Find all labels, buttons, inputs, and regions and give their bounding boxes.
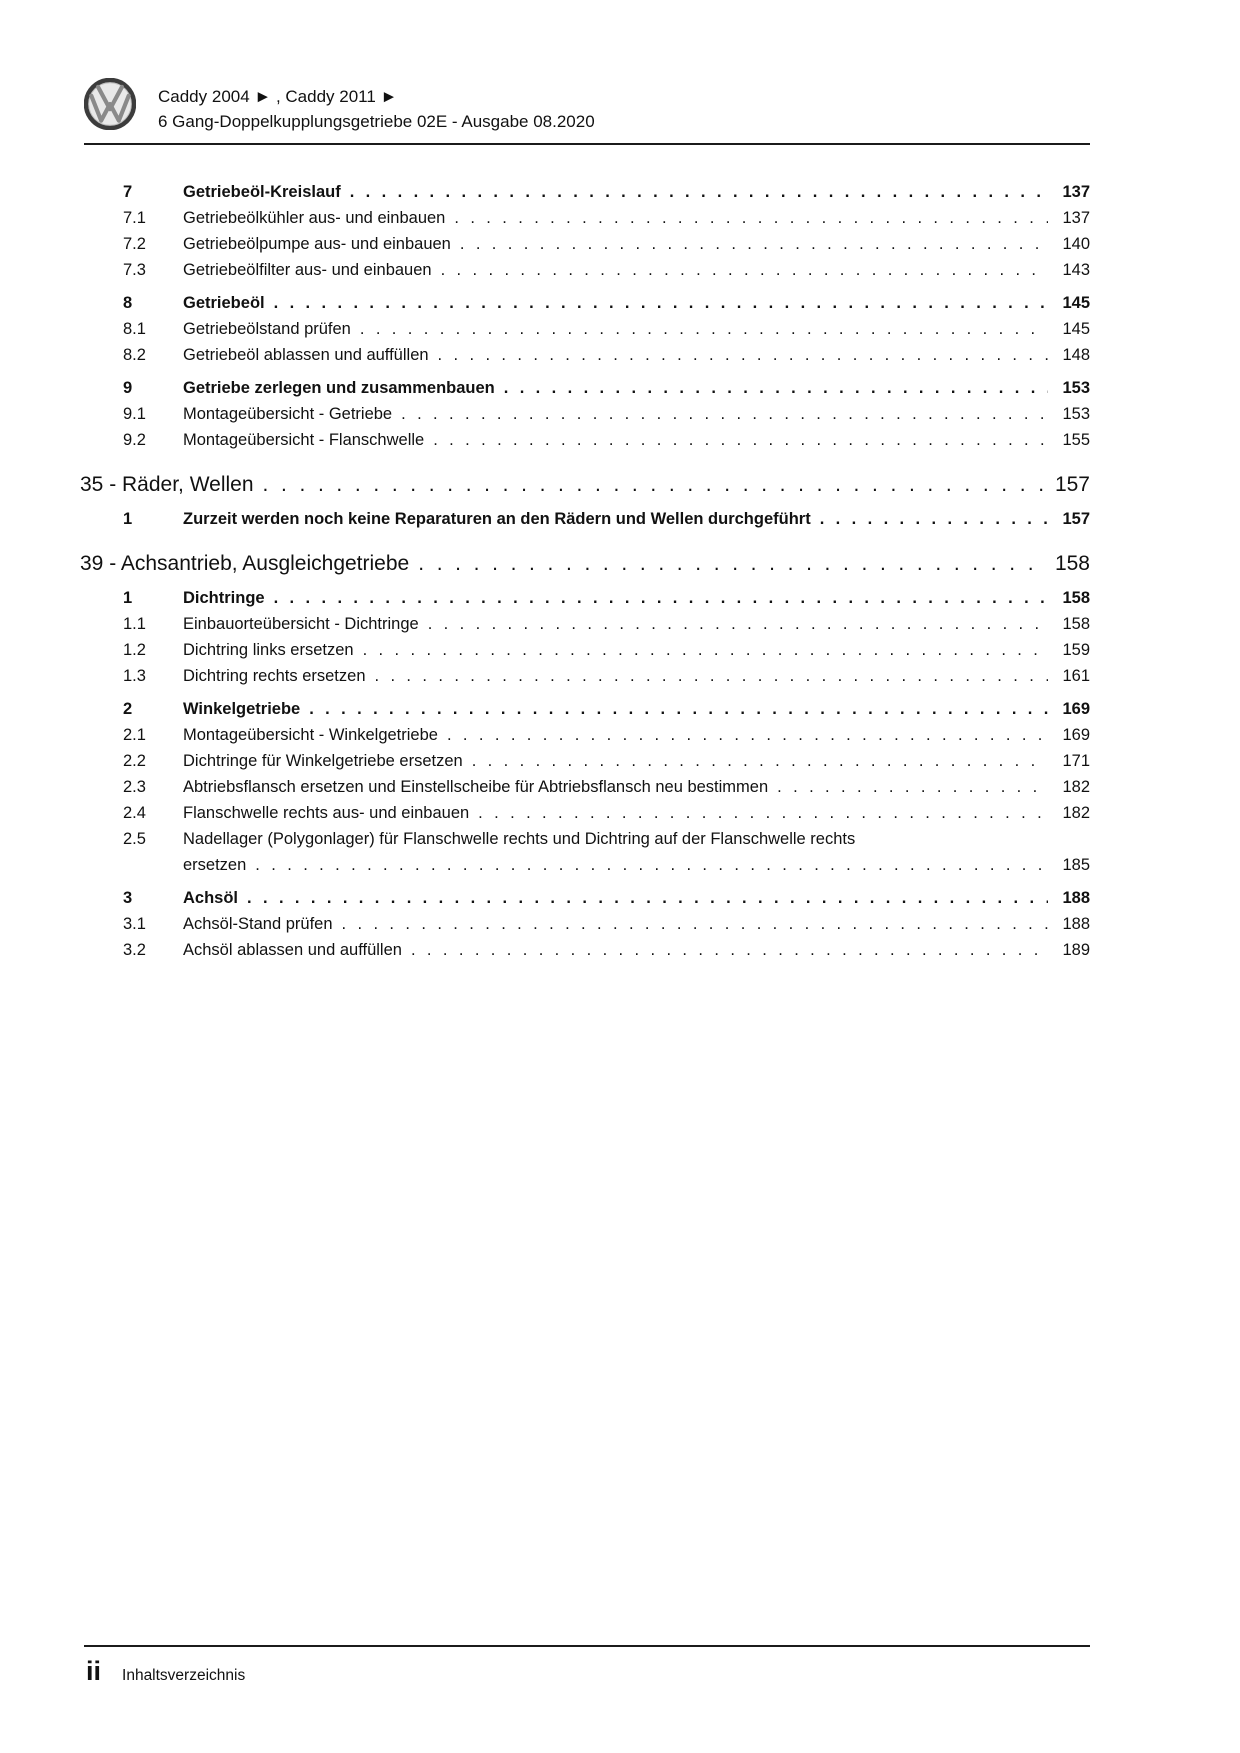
toc-entry-page: 189	[1062, 941, 1090, 959]
toc-entry-page: 157	[1062, 510, 1090, 528]
toc-entry-number: 1.2	[123, 641, 146, 659]
toc-entry	[80, 427, 1090, 453]
toc-entry-number: 2.3	[123, 778, 146, 796]
dot-leader	[428, 611, 1048, 637]
toc-entry-title: Dichtring links ersetzen	[183, 641, 354, 659]
toc-entry-number: 1.1	[123, 615, 146, 633]
toc-entry-line	[183, 231, 1090, 257]
footer-divider	[84, 1645, 1090, 1647]
toc-entry-main	[183, 800, 1090, 826]
toc-entry-page: 137	[1062, 183, 1090, 201]
toc-entry-page: 185	[1062, 856, 1090, 874]
toc-entry-title: Achsöl	[183, 889, 239, 907]
toc-entry-line	[183, 179, 1090, 205]
toc-entry-title: ersetzen	[183, 856, 247, 874]
toc-entry-title: Montageübersicht - Flanschwelle	[183, 431, 425, 449]
toc-chapter-title: 35 - Räder, Wellen	[80, 473, 254, 496]
dot-leader	[309, 696, 1048, 722]
toc-entry-line	[183, 637, 1090, 663]
dot-leader	[454, 205, 1048, 231]
toc-entry-number: 8.1	[123, 320, 146, 338]
toc-chapter-page: 157	[1054, 473, 1090, 496]
toc-entry-number: 7.3	[123, 261, 146, 279]
toc-entry-page: 169	[1062, 726, 1090, 744]
toc-entry-line	[183, 800, 1090, 826]
dot-leader	[375, 663, 1049, 689]
toc-entry-title: Einbauorteübersicht - Dichtringe	[183, 615, 419, 633]
dot-leader	[263, 471, 1048, 499]
toc-entry	[80, 231, 1090, 257]
toc-entry-number: 8.2	[123, 346, 146, 364]
toc-entry-title: Zurzeit werden noch keine Reparaturen an den Rädern und Wellen durchgeführt	[183, 510, 811, 528]
toc-entry	[80, 205, 1090, 231]
dot-leader	[342, 911, 1048, 937]
toc-entry-number: 1	[123, 589, 133, 607]
toc-entry-title: Dichtring rechts ersetzen	[183, 667, 366, 685]
toc-entry-number: 3	[123, 889, 133, 907]
toc-entry-title: Getriebeölkühler aus- und einbauen	[183, 209, 446, 227]
dot-leader	[411, 937, 1048, 963]
toc-entry-page: 153	[1062, 405, 1090, 423]
toc-entry	[80, 342, 1090, 368]
toc-entry-main	[183, 885, 1090, 911]
toc-entry-main	[183, 748, 1090, 774]
toc	[80, 172, 1090, 963]
toc-entry-title: Montageübersicht - Getriebe	[183, 405, 393, 423]
toc-entry-line	[183, 937, 1090, 963]
toc-entry-number: 1	[123, 510, 133, 528]
toc-entry-title: Winkelgetriebe	[183, 700, 301, 718]
vw-logo-icon	[84, 78, 136, 130]
toc-entry	[80, 774, 1090, 800]
toc-entry-number: 2.5	[123, 830, 146, 848]
toc-entry-page: 153	[1062, 379, 1090, 397]
header-subject-line: 6 Gang-Doppelkupplungsgetriebe 02E - Ausgabe 08.2020	[158, 112, 595, 131]
toc-chapter	[80, 471, 1090, 499]
toc-entry	[80, 611, 1090, 637]
toc-entry-number: 2.2	[123, 752, 146, 770]
toc-entry	[80, 179, 1090, 205]
toc-chapter-title: 39 - Achsantrieb, Ausgleichgetriebe	[80, 552, 410, 575]
toc-entry-title: Getriebeölstand prüfen	[183, 320, 351, 338]
toc-entry-line	[183, 852, 1090, 878]
toc-entry-number: 7.2	[123, 235, 146, 253]
toc-entry-line	[183, 885, 1090, 911]
toc-entry-line	[183, 316, 1090, 342]
toc-entry-main	[183, 696, 1090, 722]
toc-entry-page: 148	[1062, 346, 1090, 364]
toc-entry-main	[183, 205, 1090, 231]
toc-entry	[80, 800, 1090, 826]
toc-entry-page: 143	[1062, 261, 1090, 279]
toc-entry-main	[183, 342, 1090, 368]
toc-entry-number: 3.1	[123, 915, 146, 933]
toc-entry-main	[183, 257, 1090, 283]
toc-entry	[80, 257, 1090, 283]
toc-entry-number: 2.1	[123, 726, 146, 744]
dot-leader	[438, 342, 1048, 368]
footer-label: Inhaltsverzeichnis	[122, 1667, 246, 1684]
toc-entry-page: 171	[1062, 752, 1090, 770]
dot-leader	[360, 316, 1048, 342]
toc-entry	[80, 290, 1090, 316]
toc-entry	[80, 663, 1090, 689]
toc-entry-title: Getriebeöl	[183, 294, 265, 312]
toc-entry-line	[183, 427, 1090, 453]
dot-leader	[447, 722, 1048, 748]
toc-entry-main	[183, 722, 1090, 748]
toc-entry-line	[183, 506, 1090, 532]
toc-entry-page: 188	[1062, 889, 1090, 907]
toc-entry-main	[183, 911, 1090, 937]
toc-entry-main	[183, 375, 1090, 401]
toc-entry	[80, 748, 1090, 774]
toc-entry-main	[183, 401, 1090, 427]
dot-leader	[433, 427, 1048, 453]
dot-leader	[460, 231, 1048, 257]
toc-entry-page: 158	[1062, 615, 1090, 633]
header-divider	[84, 143, 1090, 145]
toc-entry-line	[183, 911, 1090, 937]
toc-entry	[80, 401, 1090, 427]
dot-leader	[504, 375, 1048, 401]
toc-entry-title: Getriebeöl-Kreislauf	[183, 183, 341, 201]
dot-leader	[472, 748, 1048, 774]
toc-entry-line	[183, 375, 1090, 401]
toc-chapter	[80, 550, 1090, 578]
dot-leader	[247, 885, 1048, 911]
toc-entry-main	[183, 663, 1090, 689]
toc-entry-page: 182	[1062, 804, 1090, 822]
toc-entry-main	[183, 231, 1090, 257]
toc-entry-main	[183, 179, 1090, 205]
toc-entry-line	[183, 663, 1090, 689]
toc-entry-main	[183, 637, 1090, 663]
toc-chapter-page: 158	[1054, 552, 1090, 575]
toc-entry-page: 137	[1062, 209, 1090, 227]
header-model-line: Caddy 2004 ► , Caddy 2011 ►	[158, 87, 398, 106]
toc-entry-page: 140	[1062, 235, 1090, 253]
dot-leader	[401, 401, 1048, 427]
toc-entry-title: Nadellager (Polygonlager) für Flanschwelle rechts und Dichtring auf der Flanschwelle rechts	[183, 830, 856, 848]
toc-entry	[80, 826, 1090, 878]
dot-leader	[274, 585, 1048, 611]
toc-entry	[80, 585, 1090, 611]
toc-entry	[80, 722, 1090, 748]
toc-entry-title: Getriebeölfilter aus- und einbauen	[183, 261, 432, 279]
toc-entry-title: Getriebeölpumpe aus- und einbauen	[183, 235, 451, 253]
toc-entry-main	[183, 585, 1090, 611]
toc-entry-number: 9.1	[123, 405, 146, 423]
toc-entry-line	[183, 774, 1090, 800]
toc-entry-title: Dichtringe	[183, 589, 265, 607]
toc-entry-main	[183, 826, 1090, 878]
toc-entry-page: 182	[1062, 778, 1090, 796]
toc-entry-title: Getriebe zerlegen und zusammenbauen	[183, 379, 495, 397]
toc-entry-title: Achsöl-Stand prüfen	[183, 915, 333, 933]
toc-entry-page: 169	[1062, 700, 1090, 718]
dot-leader	[350, 179, 1048, 205]
toc-entry	[80, 375, 1090, 401]
toc-entry-main	[183, 316, 1090, 342]
toc-entry-line	[183, 585, 1090, 611]
toc-entry	[80, 637, 1090, 663]
toc-entry-title: Flanschwelle rechts aus- und einbauen	[183, 804, 470, 822]
dot-leader	[255, 852, 1048, 878]
dot-leader	[274, 290, 1048, 316]
toc-entry-number: 7.1	[123, 209, 146, 227]
dot-leader	[820, 506, 1048, 532]
toc-entry-page: 188	[1062, 915, 1090, 933]
dot-leader	[478, 800, 1048, 826]
toc-entry	[80, 316, 1090, 342]
dot-leader	[418, 550, 1048, 578]
toc-entry-number: 1.3	[123, 667, 146, 685]
toc-entry-line	[183, 696, 1090, 722]
toc-entry-line	[183, 748, 1090, 774]
toc-entry-line	[183, 257, 1090, 283]
toc-entry-line	[183, 290, 1090, 316]
toc-entry-number: 9.2	[123, 431, 146, 449]
toc-entry	[80, 506, 1090, 532]
toc-entry	[80, 696, 1090, 722]
footer-page-number: ii	[86, 1656, 102, 1686]
footer	[86, 1656, 245, 1686]
toc-entry-title: Abtriebsflansch ersetzen und Einstellscheibe für Abtriebsflansch neu bestimmen	[183, 778, 769, 796]
toc-entry-line	[183, 611, 1090, 637]
toc-entry-number: 9	[123, 379, 133, 397]
toc-entry-line	[183, 342, 1090, 368]
toc-entry-main	[183, 290, 1090, 316]
toc-entry	[80, 937, 1090, 963]
dot-leader	[777, 774, 1048, 800]
toc-entry-page: 158	[1062, 589, 1090, 607]
toc-entry-number: 2	[123, 700, 133, 718]
toc-entry-line	[183, 722, 1090, 748]
toc-entry-main	[183, 506, 1090, 532]
toc-entry-number: 2.4	[123, 804, 146, 822]
header	[84, 76, 595, 134]
toc-entry-number: 7	[123, 183, 133, 201]
toc-entry-page: 155	[1062, 431, 1090, 449]
toc-entry-title: Getriebeöl ablassen und auffüllen	[183, 346, 429, 364]
toc-entry-number: 8	[123, 294, 133, 312]
toc-entry-main	[183, 937, 1090, 963]
dot-leader	[363, 637, 1048, 663]
toc-entry-line	[183, 205, 1090, 231]
toc-entry	[80, 885, 1090, 911]
toc-entry	[80, 911, 1090, 937]
toc-entry-line	[183, 401, 1090, 427]
toc-entry-main	[183, 774, 1090, 800]
toc-entry-main	[183, 427, 1090, 453]
header-text	[158, 76, 595, 134]
toc-entry-main	[183, 611, 1090, 637]
toc-entry-page: 159	[1062, 641, 1090, 659]
toc-entry-title: Achsöl ablassen und auffüllen	[183, 941, 402, 959]
toc-entry-number: 3.2	[123, 941, 146, 959]
dot-leader	[441, 257, 1048, 283]
toc-entry-page: 145	[1062, 320, 1090, 338]
toc-entry-title: Dichtringe für Winkelgetriebe ersetzen	[183, 752, 463, 770]
toc-entry-title: Montageübersicht - Winkelgetriebe	[183, 726, 438, 744]
toc-entry-page: 161	[1062, 667, 1090, 685]
toc-entry-page: 145	[1062, 294, 1090, 312]
